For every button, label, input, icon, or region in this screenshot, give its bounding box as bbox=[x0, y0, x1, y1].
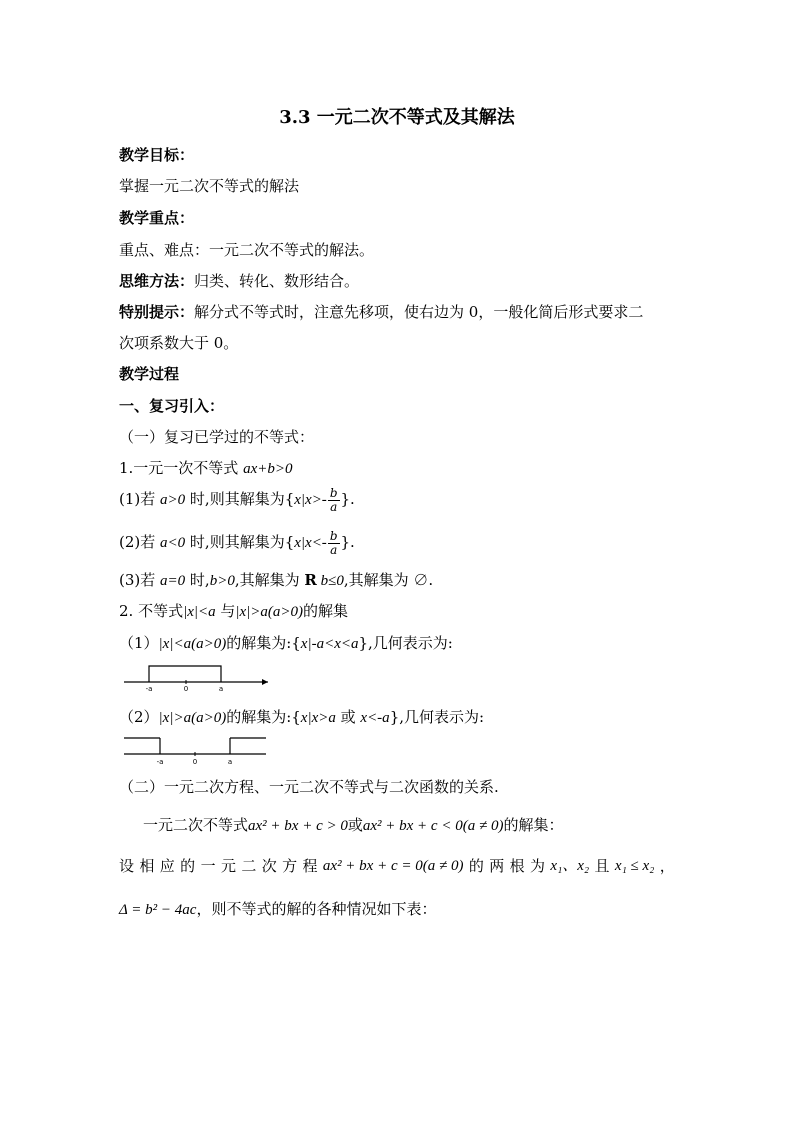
ineq1: （1）|x|<a(a>0)的解集为:{x|-a<x<a},几何表示为: bbox=[119, 634, 453, 652]
goal-text: 掌握一元二次不等式的解法 bbox=[119, 177, 300, 195]
label-neg-a: -a bbox=[156, 758, 164, 766]
key-label: 教学重点： bbox=[119, 209, 195, 227]
ineq2: （2）|x|>a(a>0)的解集为:{x|x>a 或 x<-a},几何表示为: bbox=[119, 708, 485, 726]
key-text: 重点、难点：一元二次不等式的解法。 bbox=[119, 241, 375, 259]
case1: (1)若 a>0 时,则其解集为{x|x>- $\frac{b}{a}$ }. bbox=[119, 485, 355, 514]
label-zero: 0 bbox=[183, 685, 189, 693]
tip-line-2: 次项系数大于 0。 bbox=[119, 334, 239, 352]
label-a: a bbox=[227, 758, 233, 766]
number-line-1 bbox=[120, 660, 270, 694]
fraction-b-over-a: $\frac{b}{a}$ bbox=[329, 485, 338, 514]
page-title: 3.3 一元二次不等式及其解法 bbox=[279, 107, 515, 128]
number-line-2 bbox=[120, 732, 270, 768]
label-a: a bbox=[218, 685, 224, 693]
para2: 设 相 应 的 一 元 二 次 方 程 ax² + bx + c = 0(a ≠ 0) 的 两 根 为 x₁、x₂ 且 x₁ ≤ x₂ ， bbox=[119, 857, 675, 875]
label-neg-a: -a bbox=[145, 685, 153, 693]
case2: (2)若 a<0 时,则其解集为{x|x<- $\frac{b}{a}$ }. bbox=[119, 528, 355, 557]
para3: Δ = b² − 4ac，则不等式的解的各种情况如下表： bbox=[119, 900, 437, 918]
item2: 2. 不等式|x|<a 与|x|>a(a>0)的解集 bbox=[119, 602, 349, 620]
section1-heading: 一、复习引入： bbox=[119, 397, 225, 415]
process-heading: 教学过程 bbox=[119, 365, 180, 383]
para1: 一元二次不等式ax² + bx + c > 0或ax² + bx + c < 0(a ≠ 0)的解集： bbox=[143, 816, 564, 834]
fraction-b-over-a: $\frac{b}{a}$ bbox=[329, 528, 338, 557]
method-line: 思维方法：归类、转化、数形结合。 bbox=[119, 272, 360, 290]
goal-label: 教学目标： bbox=[119, 146, 195, 164]
item1: 1.一元一次不等式 ax+b>0 bbox=[119, 459, 293, 477]
tip-line: 特别提示：解分式不等式时，注意先移项，使右边为 0，一般化简后形式要求二 bbox=[119, 303, 644, 321]
sub1-heading: （一）复习已学过的不等式： bbox=[119, 428, 315, 446]
label-zero: 0 bbox=[192, 758, 198, 766]
case3: (3)若 a=0 时,b>0,其解集为 R b≤0,其解集为 ∅. bbox=[119, 571, 434, 589]
sub2-heading: （二）一元二次方程、一元二次不等式与二次函数的关系. bbox=[119, 778, 499, 796]
